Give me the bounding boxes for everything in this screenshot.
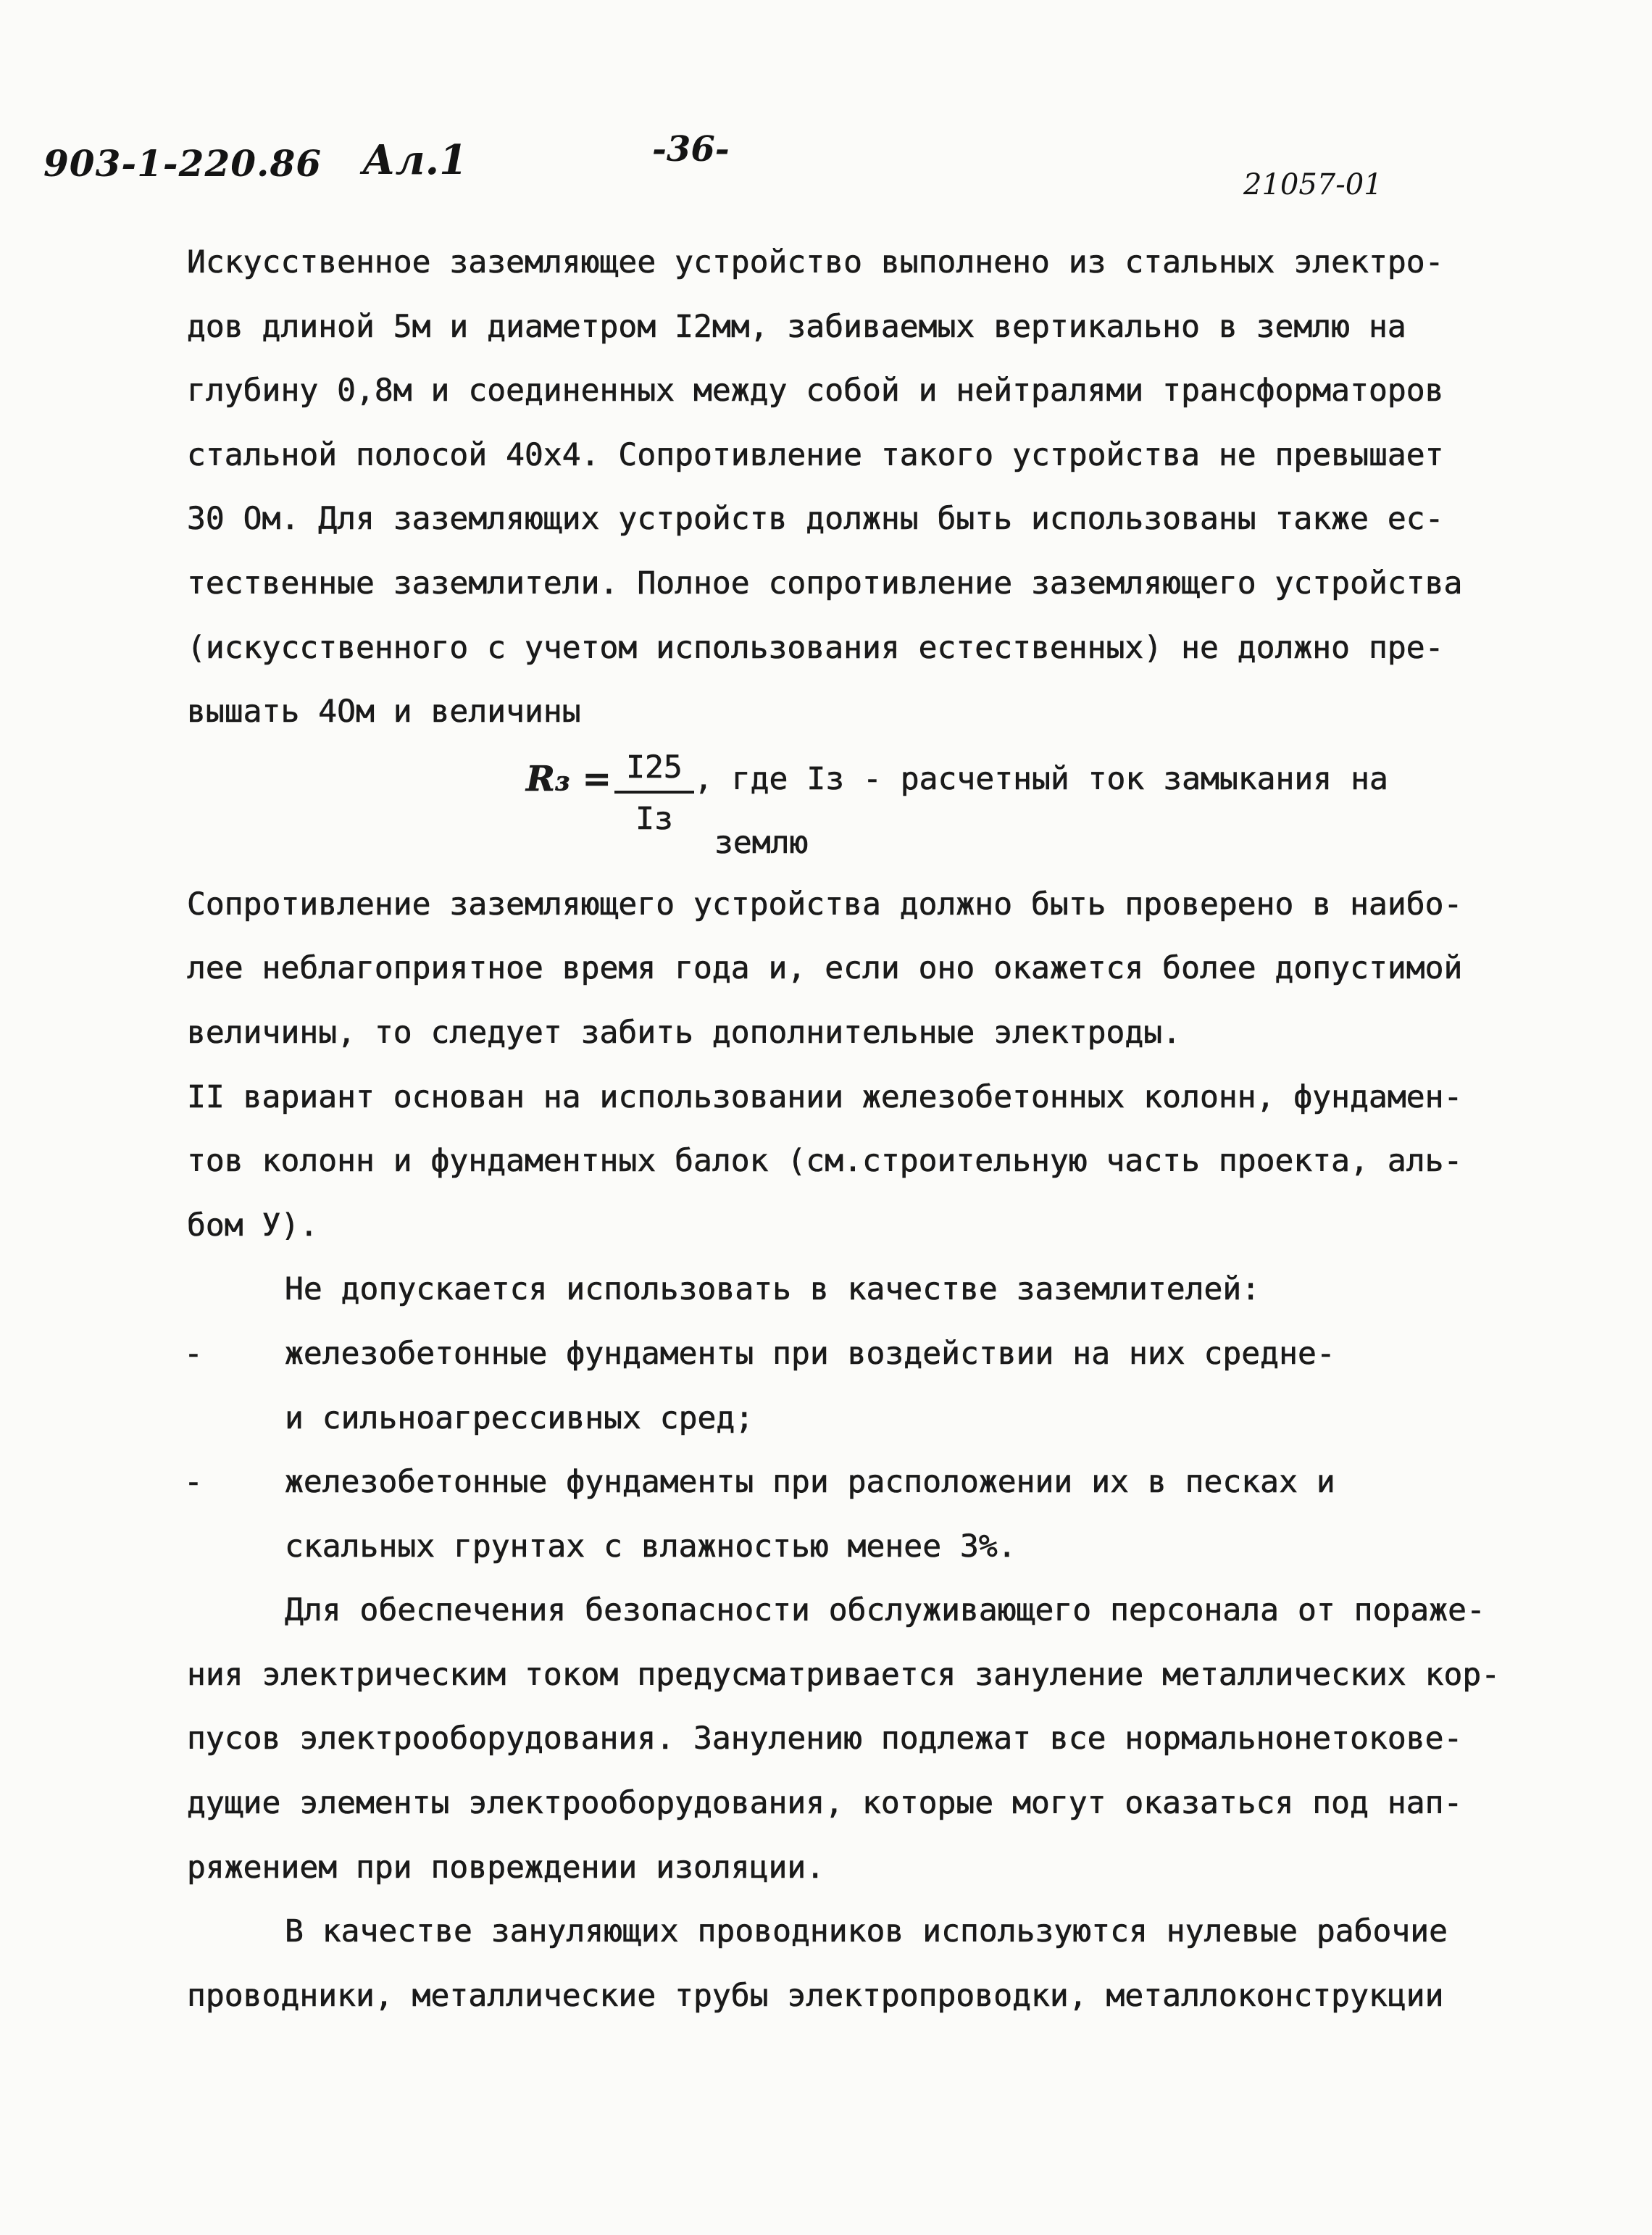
text-line: II вариант основан на использовании железобетонных колонн, фундамен- bbox=[187, 1078, 1463, 1115]
text-line: и сильноагрессивных сред; bbox=[285, 1399, 754, 1436]
text-line: вышать 4Ом и величины bbox=[187, 694, 581, 731]
paragraph-artificial-grounding bbox=[187, 230, 1542, 744]
formula-denominator: Iз bbox=[635, 800, 673, 837]
paragraph-zeroing bbox=[187, 1578, 1542, 1899]
body-text bbox=[184, 230, 1542, 2028]
paragraph-variant-two bbox=[187, 1065, 1542, 1258]
text-line: скальных грунтах с влажностью менее 3%. bbox=[285, 1528, 1017, 1565]
sheet-mark: Ал.1 bbox=[362, 136, 468, 184]
page-number: -36- bbox=[652, 129, 730, 170]
text-line: (искусственного с учетом использования естественных) не должно пре- bbox=[187, 629, 1444, 666]
text-line: железобетонные фундаменты при расположении их в песках и bbox=[285, 1464, 1335, 1501]
text-line: тов колонн и фундаментных балок (см.строительную часть проекта, аль- bbox=[187, 1143, 1463, 1180]
text-line: лее неблагоприятное время года и, если оно окажется более допустимой bbox=[187, 950, 1463, 987]
text-line: Сопротивление заземляющего устройства должно быть проверено в наибо- bbox=[187, 886, 1463, 923]
list-dash: - bbox=[184, 1464, 203, 1501]
text-line: ряжением при повреждении изоляции. bbox=[187, 1849, 825, 1886]
text-line: 30 Ом. Для заземляющих устройств должны быть использованы также ес- bbox=[187, 501, 1444, 538]
text-line: ния электрическим током предусматривается зануление металлических кор- bbox=[187, 1656, 1501, 1693]
archive-number: 21057-01 bbox=[1243, 168, 1382, 201]
formula-numerator: I25 bbox=[614, 744, 694, 794]
list-intro: Не допускается использовать в качестве заземлителей: bbox=[285, 1271, 1261, 1308]
text-line: величины, то следует забить дополнительные электроды. bbox=[187, 1014, 1182, 1051]
text-line: стальной полосой 40х4. Сопротивление такого устройства не превышает bbox=[187, 436, 1444, 473]
text-line: В качестве зануляющих проводников используются нулевые рабочие bbox=[285, 1913, 1448, 1950]
text-line: бом У). bbox=[187, 1207, 319, 1244]
text-line: проводники, металлические трубы электропроводки, металлоконструкции bbox=[187, 1977, 1444, 2014]
paragraph-zero-conductors bbox=[187, 1899, 1542, 2028]
formula-lhs: R₃ = bbox=[526, 758, 612, 799]
formula-explanation: , где Iз - расчетный ток замыкания на bbox=[694, 760, 1388, 797]
list-dash: - bbox=[184, 1335, 203, 1372]
text-line: тественные заземлители. Полное сопротивление заземляющего устройства bbox=[187, 565, 1463, 602]
list-item bbox=[184, 1450, 1542, 1578]
text-line: Для обеспечения безопасности обслуживающего персонала от пораже- bbox=[285, 1592, 1485, 1629]
paragraph-seasonal-check bbox=[187, 873, 1542, 1065]
text-line: пусов электрооборудования. Занулению подлежат все нормальнонетокове- bbox=[187, 1720, 1463, 1757]
list-item bbox=[184, 1322, 1542, 1450]
text-line: железобетонные фундаменты при воздействии на них средне- bbox=[285, 1335, 1335, 1372]
text-line: дущие элементы электрооборудования, которые могут оказаться под нап- bbox=[187, 1785, 1463, 1822]
resistance-formula bbox=[187, 744, 1542, 873]
document-code: 903-1-220.86 bbox=[43, 142, 322, 185]
text-line: глубину 0,8м и соединенных между собой и нейтралями трансформаторов bbox=[187, 372, 1444, 409]
text-line: дов длиной 5м и диаметром I2мм, забиваемых вертикально в землю на bbox=[187, 308, 1406, 345]
formula-fraction bbox=[614, 744, 694, 844]
text-line: Искусственное заземляющее устройство выполнено из стальных электро- bbox=[187, 244, 1444, 280]
formula-explanation-continued: землю bbox=[714, 824, 809, 861]
